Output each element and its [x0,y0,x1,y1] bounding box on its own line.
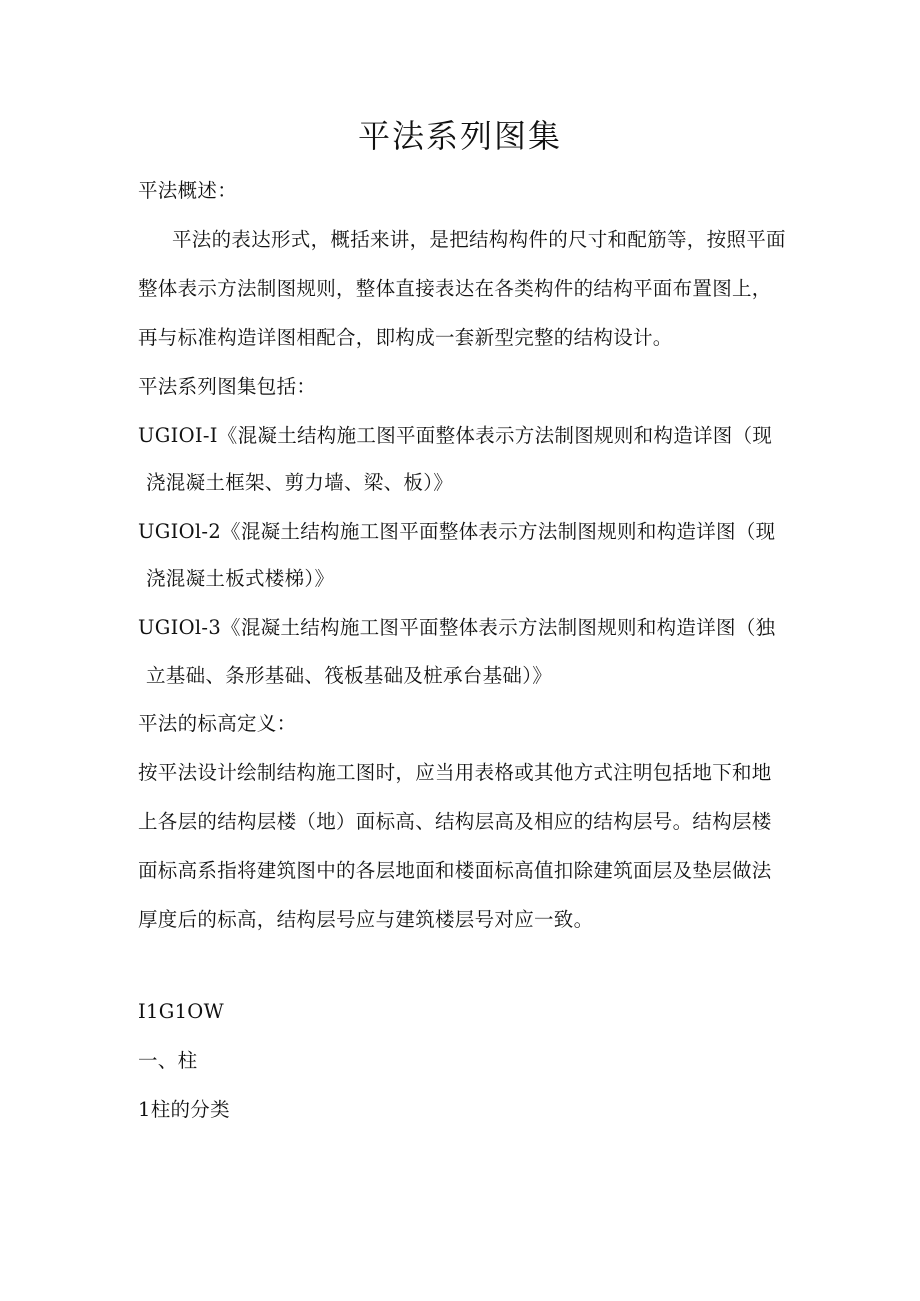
atlas-item-2: UGIOl-2《混凝土结构施工图平面整体表示方法制图规则和构造详图（现 [138,520,776,543]
subsection-heading: 1柱的分类 [138,1098,230,1121]
paragraph-line: 整体表示方法制图规则，整体直接表达在各类构件的结构平面布置图上， [138,277,772,300]
atlas-item-1: UGIOI-I《混凝土结构施工图平面整体表示方法制图规则和构造详图（现 [138,424,773,447]
paragraph-line: 再与标准构造详图相配合，即构成一套新型完整的结构设计。 [138,326,673,349]
atlas-item-3-cont: 立基础、条形基础、筏板基础及桩承台基础）》 [146,664,553,687]
atlas-item-2-cont: 浇混凝土板式楼梯）》 [146,567,335,590]
section-heading-column: 一、柱 [138,1049,198,1072]
paragraph-line: 面标高系指将建筑图中的各层地面和楼面标高值扣除建筑面层及垫层做法 [138,859,772,882]
heading-overview: 平法概述： [138,179,238,202]
paragraph-line: 平法的表达形式，概括来讲，是把结构构件的尺寸和配筋等，按照平面 [172,228,786,251]
paragraph-line: 厚度后的标高，结构层号应与建筑楼层号对应一致。 [138,908,594,931]
paragraph-line: 上各层的结构层楼（地）面标高、结构层高及相应的结构层号。结构层楼 [138,810,772,833]
page-title: 平法系列图集 [357,117,562,155]
atlas-item-1-cont: 浇混凝土框架、剪力墙、梁、板）》 [146,471,454,494]
heading-atlas-list: 平法系列图集包括： [138,375,317,398]
paragraph-line: 按平法设计绘制结构施工图时，应当用表格或其他方式注明包括地下和地 [138,761,772,784]
section-code: I1G1OW [138,1000,224,1023]
heading-elevation: 平法的标高定义： [138,712,297,735]
atlas-item-3: UGIOl-3《混凝土结构施工图平面整体表示方法制图规则和构造详图（独 [138,616,776,639]
